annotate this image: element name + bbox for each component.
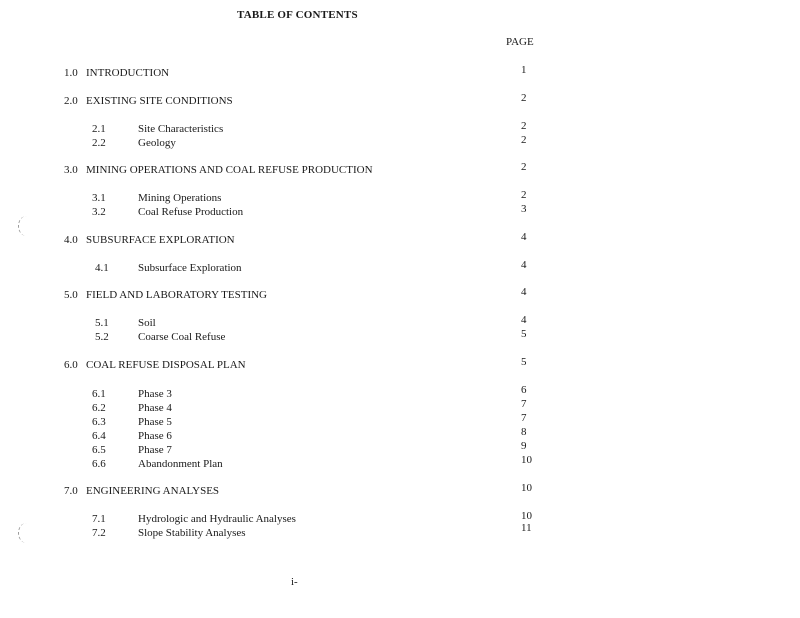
subsection-page: 2 bbox=[521, 120, 527, 132]
section-page: 10 bbox=[521, 482, 532, 494]
subsection-title: Geology bbox=[138, 137, 176, 149]
subsection-title: Phase 6 bbox=[138, 430, 172, 442]
subsection-number: 6.6 bbox=[92, 458, 106, 470]
subsection-page: 4 bbox=[521, 259, 527, 271]
subsection-title: Hydrologic and Hydraulic Analyses bbox=[138, 513, 296, 525]
section-page: 4 bbox=[521, 286, 527, 298]
subsection-number: 6.1 bbox=[92, 388, 106, 400]
section-title: ENGINEERING ANALYSES bbox=[86, 485, 220, 497]
subsection-number: 2.2 bbox=[92, 137, 106, 149]
section-page: 4 bbox=[521, 231, 527, 243]
document-title: TABLE OF CONTENTS bbox=[237, 9, 358, 21]
subsection-title: Subsurface Exploration bbox=[138, 262, 242, 274]
subsection-number: 6.3 bbox=[92, 416, 106, 428]
section-title: INTRODUCTION bbox=[86, 67, 170, 79]
subsection-number: 6.2 bbox=[92, 402, 106, 414]
subsection-page: 2 bbox=[521, 134, 527, 146]
section-number: 2.0 bbox=[64, 95, 78, 107]
section-number: 3.0 bbox=[64, 164, 78, 176]
subsection-title: Phase 3 bbox=[138, 388, 172, 400]
punch-hole-mark bbox=[18, 216, 35, 236]
subsection-title: Phase 4 bbox=[138, 402, 172, 414]
section-title: EXISTING SITE CONDITIONS bbox=[86, 95, 233, 107]
subsection-page: 6 bbox=[521, 384, 527, 396]
subsection-number: 2.1 bbox=[92, 123, 106, 135]
subsection-number: 4.1 bbox=[95, 262, 109, 274]
subsection-page: 10 bbox=[521, 454, 532, 466]
subsection-page: 2 bbox=[521, 189, 527, 201]
section-number: 7.0 bbox=[64, 485, 78, 497]
page-footer-number: i- bbox=[291, 576, 298, 588]
subsection-number: 7.2 bbox=[92, 527, 106, 539]
subsection-page: 8 bbox=[521, 426, 527, 438]
subsection-page: 5 bbox=[521, 328, 527, 340]
section-title: MINING OPERATIONS AND COAL REFUSE PRODUCTION bbox=[86, 164, 373, 176]
subsection-page: 10 bbox=[521, 510, 532, 522]
subsection-number: 5.2 bbox=[95, 331, 109, 343]
subsection-number: 6.4 bbox=[92, 430, 106, 442]
subsection-title: Soil bbox=[138, 317, 156, 329]
section-page: 1 bbox=[521, 64, 527, 76]
subsection-page: 9 bbox=[521, 440, 527, 452]
page-column-header: PAGE bbox=[506, 36, 534, 48]
section-page: 2 bbox=[521, 92, 527, 104]
subsection-title: Abandonment Plan bbox=[138, 458, 223, 470]
subsection-title: Coarse Coal Refuse bbox=[138, 331, 226, 343]
section-page: 5 bbox=[521, 356, 527, 368]
subsection-number: 6.5 bbox=[92, 444, 106, 456]
section-number: 1.0 bbox=[64, 67, 78, 79]
subsection-title: Mining Operations bbox=[138, 192, 222, 204]
subsection-title: Slope Stability Analyses bbox=[138, 527, 246, 539]
subsection-title: Phase 7 bbox=[138, 444, 172, 456]
subsection-page: 7 bbox=[521, 398, 527, 410]
section-page: 2 bbox=[521, 161, 527, 173]
subsection-page: 11 bbox=[521, 522, 532, 534]
section-title: SUBSURFACE EXPLORATION bbox=[86, 234, 235, 246]
subsection-page: 4 bbox=[521, 314, 527, 326]
subsection-number: 7.1 bbox=[92, 513, 106, 525]
subsection-number: 3.2 bbox=[92, 206, 106, 218]
subsection-title: Phase 5 bbox=[138, 416, 172, 428]
punch-hole-mark bbox=[18, 523, 35, 543]
subsection-page: 7 bbox=[521, 412, 527, 424]
section-title: COAL REFUSE DISPOSAL PLAN bbox=[86, 359, 246, 371]
section-title: FIELD AND LABORATORY TESTING bbox=[86, 289, 268, 301]
subsection-number: 3.1 bbox=[92, 192, 106, 204]
subsection-title: Coal Refuse Production bbox=[138, 206, 244, 218]
section-number: 5.0 bbox=[64, 289, 78, 301]
section-number: 4.0 bbox=[64, 234, 78, 246]
subsection-number: 5.1 bbox=[95, 317, 109, 329]
subsection-page: 3 bbox=[521, 203, 527, 215]
section-number: 6.0 bbox=[64, 359, 78, 371]
subsection-title: Site Characteristics bbox=[138, 123, 224, 135]
